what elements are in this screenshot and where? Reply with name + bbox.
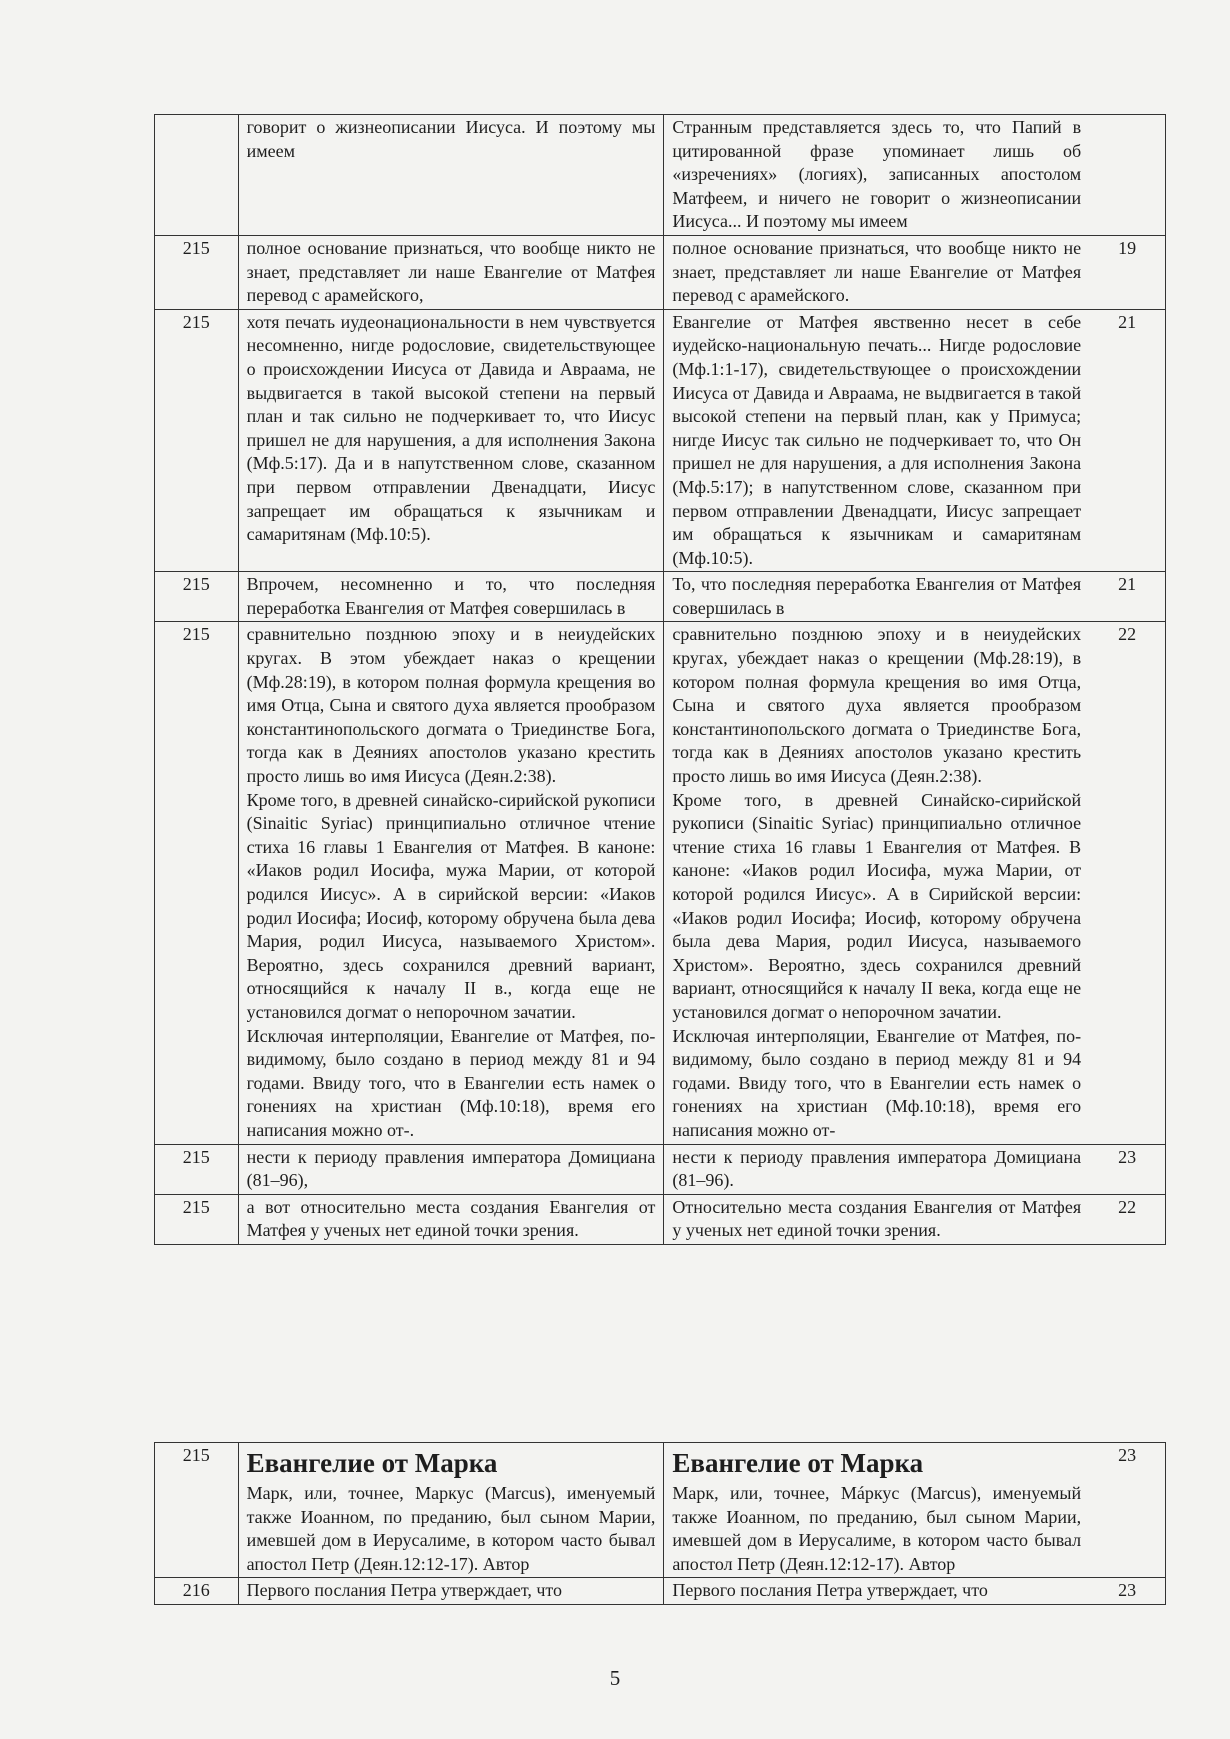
page-reference: 21 (1089, 572, 1165, 622)
row-number: 215 (155, 1144, 239, 1194)
table-row (155, 1194, 1166, 1244)
row-number: 215 (155, 1443, 239, 1578)
row-number: 215 (155, 235, 239, 309)
source-text-cell (238, 1578, 664, 1605)
page-reference: 21 (1089, 309, 1165, 572)
source-text-cell (238, 115, 664, 236)
row-number: 215 (155, 309, 239, 572)
paragraph: говорит о жизнеописании Иисуса. И поэтому мы имеем (246, 117, 656, 161)
page-reference (1089, 115, 1165, 236)
source-text-cell (238, 235, 664, 309)
original-text-cell (664, 1144, 1089, 1194)
original-text-cell (664, 1194, 1089, 1244)
table-row (155, 1144, 1166, 1194)
table-row (155, 622, 1166, 1144)
original-text-cell (664, 1443, 1089, 1578)
original-text-cell (664, 1578, 1089, 1605)
paragraph: Марк, или, точнее, Маркус (Marcus), именуемый также Иоанном, по преданию, был сыном Марии, имевшей дом в Иерусалиме, в котором часто бывал апостол Петр (Деян.12:12-17). Автор (246, 1483, 656, 1574)
paragraph: Исключая интерполяции, Евангелие от Матфея, по-видимому, было создано в период между 81 и 94 годами. Ввиду того, что в Евангелии есть намек о гонениях на христиан (Мф.10:18), время его написания можно от-. (246, 1025, 656, 1140)
paragraph: сравнительно позднюю эпоху и в неиудейских кругах. В этом убеждает наказ о крещении (Мф.28:19), в котором полная формула крещения во имя Отца, Сына и святого духа является прообразом константинопольского догмата о Триединстве Бога, тогда как в Деяниях апостолов указано крестить просто лишь во имя Иисуса (Деян.2:38). (246, 624, 656, 787)
paragraph: полное основание признаться, что вообще никто не знает, представляет ли наше Евангелие от Матфея перевод с арамейского, (246, 237, 656, 306)
table-row (155, 235, 1166, 309)
original-text-cell (664, 115, 1089, 236)
original-text-cell (664, 572, 1089, 622)
paragraph: Относительно места создания Евангелия от Матфея у ученых нет единой точки зрения. (672, 1196, 1082, 1241)
page-number: 5 (609, 1666, 621, 1690)
paragraph: То, что последняя переработка Евангелия от Матфея совершилась в (672, 574, 1082, 618)
source-text-cell (238, 1443, 664, 1578)
paragraph: Марк, или, точнее, Мáркус (Marcus), именуемый также Иоанном, по преданию, был сыном Марии, имевшей дом в Иерусалиме, в котором часто бывал апостол Петр (Деян.12:12-17). Автор (672, 1483, 1082, 1574)
page-reference: 23 (1089, 1443, 1165, 1578)
section-heading: Евангелие от Марка (672, 1448, 924, 1478)
page-reference: 23 (1089, 1578, 1165, 1605)
paragraph: Исключая интерполяции, Евангелие от Матфея, по-видимому, было создано в период между 81 и 94 годами. Ввиду того, что в Евангелии есть намек о гонениях на христиан (Мф.10:18), время его написания можно от- (672, 1025, 1082, 1140)
paragraph: Кроме того, в древней Синайско-сирийской рукописи (Sinaitic Syriac) принципиально отличное чтение стиха 16 главы 1 Евангелия от Матфея. В каноне: «Иаков родил Иосифа, мужа Марии, от которой родился Иисус». А в Сирийской версии: «Иаков родил Иосифа; Иосиф, которому обручена была дева Мария, родил Иисуса, называемого Христом». Вероятно, здесь сохранился древний вариант, относящийся к началу II века, когда еще не установился догмат о непорочном зачатии. (672, 789, 1082, 1022)
paragraph: Первого послания Петра утверждает, что (672, 1580, 988, 1601)
paragraph: Впрочем, несомненно и то, что последняя переработка Евангелия от Матфея совершилась в (246, 574, 656, 618)
paragraph: сравнительно позднюю эпоху и в неиудейских кругах, убеждает наказ о крещении (Мф.28:19), в котором полная формула крещения во имя Отца, Сына и святого духа является прообразом константинопольского догмата о Триединстве Бога, тогда как в Деяниях апостолов указано крестить просто лишь во имя Иисуса (Деян.2:38). (672, 624, 1082, 787)
source-text-cell (238, 572, 664, 622)
row-number: 215 (155, 1194, 239, 1244)
page-reference: 22 (1089, 1194, 1165, 1244)
table-row (155, 1443, 1166, 1578)
paragraph: полное основание признаться, что вообще никто не знает, представляет ли наше Евангелие от Матфея перевод с арамейского. (672, 237, 1082, 306)
paragraph: Евангелие от Матфея явственно несет в себе иудейско-национальную печать... Нигде родословие (Мф.1:1-17), свидетельствующее о происхождении Иисуса от Давида и Авраама, не выдвигается в такой высокой степени на первый план, как у Примуса; нигде Иисус так сильно не подчеркивает то, что Он пришел не для нарушения, а для исполнения Закона (Мф.5:17); в напутственном слове, сказанном при первом отправлении Двенадцати, Иисус запрещает им обращаться к язычникам и самаритянам (Мф.10:5). (672, 311, 1082, 568)
source-text-cell (238, 1144, 664, 1194)
original-text-cell (664, 622, 1089, 1144)
original-text-cell (664, 309, 1089, 572)
paragraph: Первого послания Петра утверждает, что (246, 1580, 563, 1601)
comparison-table-1 (154, 114, 1166, 1245)
original-text-cell (664, 235, 1089, 309)
row-number: 216 (155, 1578, 239, 1605)
page-reference: 23 (1089, 1144, 1165, 1194)
paragraph: нести к периоду правления императора Домициана (81–96). (672, 1146, 1082, 1191)
source-text-cell (238, 622, 664, 1144)
paragraph: нести к периоду правления императора Домициана (81–96), (246, 1146, 656, 1191)
source-text-cell (238, 1194, 664, 1244)
row-number: 215 (155, 622, 239, 1144)
table-row (155, 115, 1166, 236)
paragraph: Странным представляется здесь то, что Папий в цитированной фразе упоминает лишь об «изречениях» (логиях), записанных апостолом Матфеем, и ничего не говорит о жизнеописании Иисуса... И поэтому мы имеем (672, 117, 1082, 232)
paragraph: Кроме того, в древней синайско-сирийской рукописи (Sinaitic Syriac) принципиально отличное чтение стиха 16 главы 1 Евангелия от Матфея. В каноне: «Иаков родил Иосифа, мужа Марии, от которой родился Иисус». А в сирийской версии: «Иаков родил Иосифа; Иосиф, которому обручена была дева Мария, родил Иисуса, называемого Христом». Вероятно, здесь сохранился древний вариант, относящийся к началу II в., когда еще не установился догмат о непорочном зачатии. (246, 789, 656, 1022)
row-number: 215 (155, 572, 239, 622)
row-number (155, 115, 239, 236)
table-row (155, 572, 1166, 622)
section-heading: Евангелие от Марка (246, 1448, 498, 1478)
page-reference: 19 (1089, 235, 1165, 309)
paragraph: хотя печать иудеонациональности в нем чувствуется несомненно, нигде родословие, свидетельствующее о происхождении Иисуса от Давида и Авраама, не выдвигается в такой высокой степени на первый план и так сильно не подчеркивает то, что Иисус пришел не для нарушения, а для исполнения Закона (Мф.5:17). Да и в напутственном слове, сказанном при первом отправлении Двенадцати, Иисус запрещает им обращаться к язычникам и самаритянам (Мф.10:5). (246, 311, 656, 545)
comparison-table-2 (154, 1442, 1166, 1605)
table-row (155, 1578, 1166, 1605)
source-text-cell (238, 309, 664, 572)
table-row (155, 309, 1166, 572)
paragraph: а вот относительно места создания Евангелия от Матфея у ученых нет единой точки зрения. (246, 1196, 656, 1241)
page-reference: 22 (1089, 622, 1165, 1144)
